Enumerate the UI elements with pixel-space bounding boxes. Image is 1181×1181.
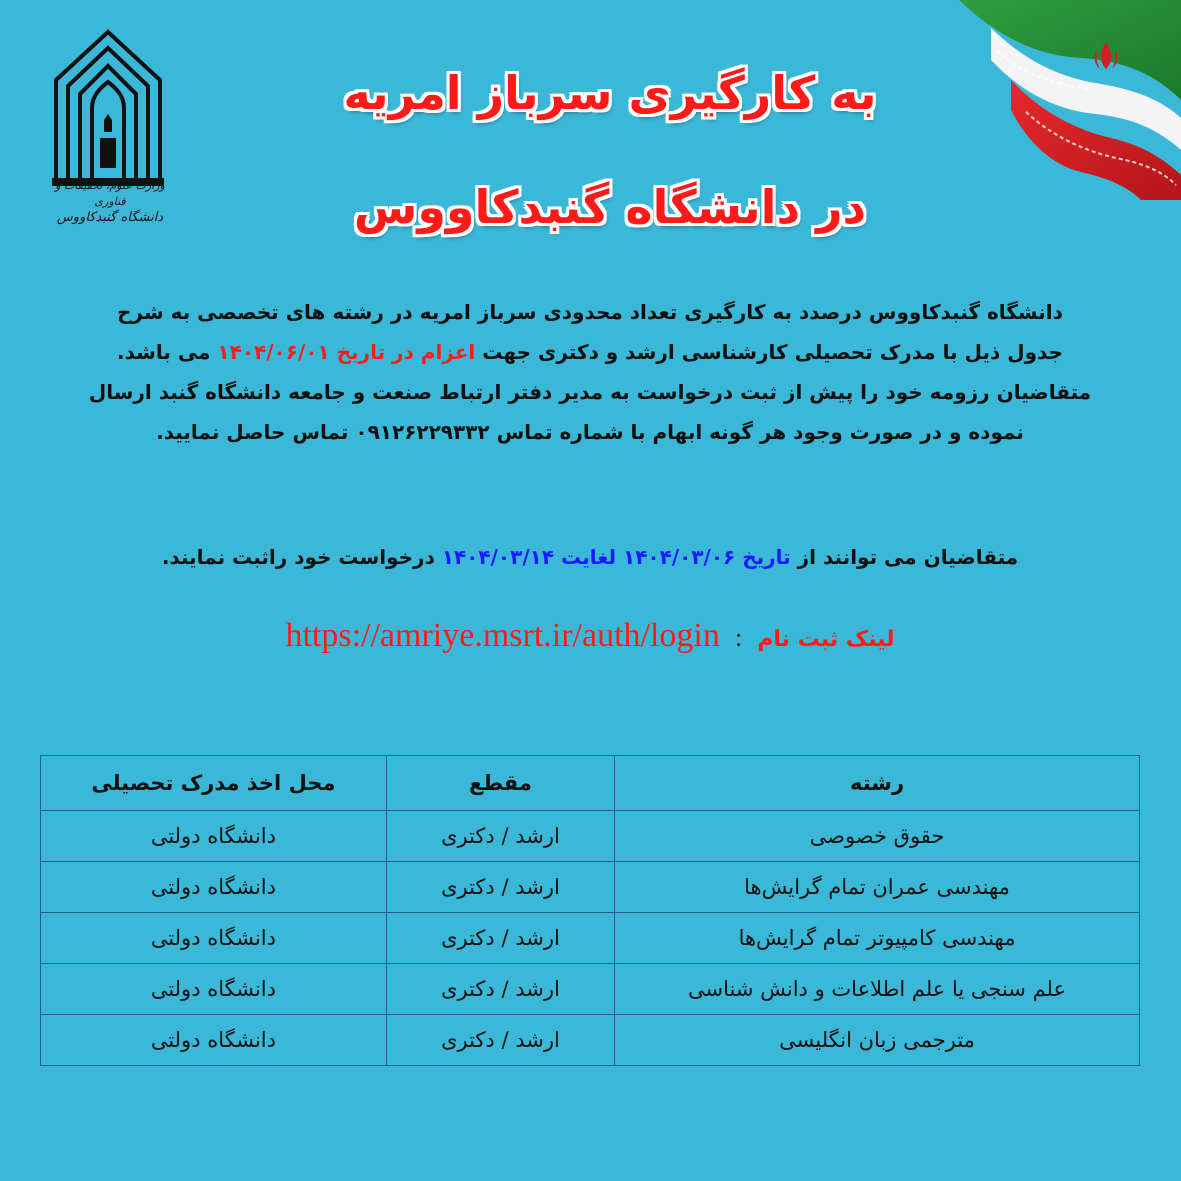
headline-line-1: به کارگیری سرباز امریه [343, 66, 877, 120]
header-degree: مقطع [386, 756, 614, 811]
major-cell: حقوق خصوصی [615, 811, 1140, 862]
degree-cell: ارشد / دکتری [386, 964, 614, 1015]
registration-link-label: لینک ثبت نام [757, 627, 895, 652]
university-name-caption: دانشگاه گنبدکاووس [56, 210, 164, 225]
major-cell: مترجمی زبان انگلیسی [615, 1015, 1140, 1066]
logo-caption [40, 178, 180, 226]
paragraph-line-2-end: می باشد. [117, 340, 218, 364]
registration-dates [30, 545, 1150, 569]
table-header-row [41, 756, 1140, 811]
majors-table [40, 755, 1140, 1066]
headline-line-2: در دانشگاه گنبدکاووس [353, 180, 867, 234]
table-row [41, 1015, 1140, 1066]
degree-source-cell: دانشگاه دولتی [41, 964, 387, 1015]
degree-cell: ارشد / دکتری [386, 811, 614, 862]
registration-link[interactable]: https://amriye.msrt.ir/auth/login [285, 617, 720, 654]
degree-cell: ارشد / دکتری [386, 1015, 614, 1066]
degree-cell: ارشد / دکتری [386, 913, 614, 964]
dates-suffix: درخواست خود راثبت نمایند. [161, 545, 442, 569]
paragraph-line-2 [30, 332, 1150, 372]
degree-cell: ارشد / دکتری [386, 862, 614, 913]
header-major: رشته [615, 756, 1140, 811]
major-cell: علم سنجی یا علم اطلاعات و دانش شناسی [615, 964, 1140, 1015]
dates-prefix: متقاضیان می توانند از [790, 545, 1019, 569]
table-row [41, 862, 1140, 913]
iran-flag-image [941, 0, 1181, 200]
degree-source-cell: دانشگاه دولتی [41, 1015, 387, 1066]
degree-source-cell: دانشگاه دولتی [41, 913, 387, 964]
link-separator: : [734, 623, 743, 652]
major-cell: مهندسی عمران تمام گرایش‌ها [615, 862, 1140, 913]
ministry-caption: وزارت علوم، تحقیقات و فناوری [55, 179, 165, 208]
paragraph-line-3: متقاضیان رزومه خود را پیش از ثبت درخواست به مدیر دفتر ارتباط صنعت و جامعه دانشگاه گنبد ارسال [88, 380, 1092, 404]
degree-source-cell: دانشگاه دولتی [41, 811, 387, 862]
major-cell: مهندسی کامپیوتر تمام گرایش‌ها [615, 913, 1140, 964]
paragraph-line-2-start: جدول ذیل با مدرک تحصیلی کارشناسی ارشد و دکتری جهت [475, 340, 1063, 364]
dispatch-date: اعزام در تاریخ ۱۴۰۴/۰۶/۰۱ [217, 340, 476, 364]
paragraph-line-1: دانشگاه گنبدکاووس درصدد به کارگیری تعداد محدودی سرباز امریه در رشته های تخصصی به شرح [117, 300, 1063, 324]
table-row [41, 811, 1140, 862]
paragraph-line-4: نموده و در صورت وجود هر گونه ابهام با شماره تماس ۰۹۱۲۶۲۲۹۳۳۲ تماس حاصل نمایید. [156, 420, 1024, 444]
header-degree-source: محل اخذ مدرک تحصیلی [41, 756, 387, 811]
announcement-paragraph [30, 292, 1150, 452]
degree-source-cell: دانشگاه دولتی [41, 862, 387, 913]
dates-range: تاریخ ۱۴۰۴/۰۳/۰۶ لغایت ۱۴۰۴/۰۳/۱۴ [441, 545, 791, 569]
table-row [41, 964, 1140, 1015]
table-row [41, 913, 1140, 964]
registration-link-row [30, 617, 1150, 655]
